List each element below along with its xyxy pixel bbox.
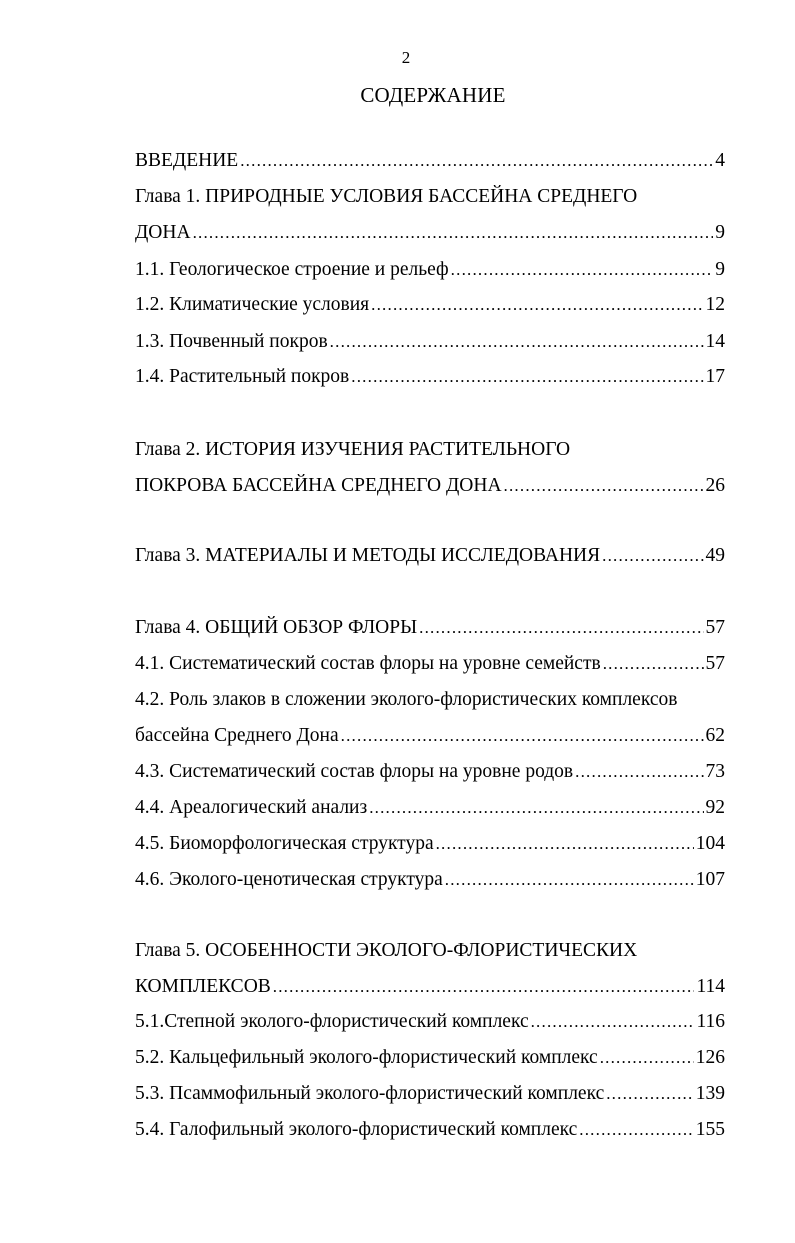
toc-page-number: 139: [695, 1083, 725, 1104]
toc-section: [135, 1047, 725, 1077]
toc-section: [135, 1119, 725, 1149]
toc-section: [135, 833, 725, 863]
toc-chapter-2: [135, 475, 725, 505]
toc-section: [135, 1011, 725, 1041]
toc-leader: [369, 798, 703, 818]
toc-entry-text: ВВЕДЕНИЕ: [135, 150, 239, 171]
toc-section: [135, 725, 725, 755]
toc-section: [135, 366, 725, 396]
toc-chapter-5-title: Глава 5. ОСОБЕННОСТИ ЭКОЛОГО-ФЛОРИСТИЧЕСКИХ: [135, 940, 638, 961]
toc-section: [135, 294, 725, 324]
toc-entry-text: 1.2. Климатические условия: [135, 294, 370, 315]
toc-page-number: 9: [715, 222, 725, 243]
toc-entry-text: 5.4. Галофильный эколого-флористический комплекс: [135, 1119, 578, 1140]
toc-page-number: 12: [705, 294, 725, 315]
toc-chapter-3: [135, 545, 725, 575]
toc-page-number: 4: [715, 150, 725, 171]
toc-entry-text: Глава 3. МАТЕРИАЛЫ И МЕТОДЫ ИССЛЕДОВАНИЯ: [135, 545, 601, 566]
toc-page-number: 92: [705, 797, 725, 818]
toc-leader: [445, 870, 694, 890]
toc-chapter-4: [135, 617, 725, 647]
toc-section-title: 4.2. Роль злаков в сложении эколого-флористических комплексов: [135, 689, 678, 710]
toc-page-number: 17: [705, 366, 725, 387]
toc-section: [135, 869, 725, 899]
toc-leader: [240, 151, 713, 171]
toc-page-number: 104: [695, 833, 725, 854]
toc-page-number: 26: [705, 475, 725, 496]
toc-chapter-1: [135, 222, 725, 252]
toc-entry-text: бассейна Среднего Дона: [135, 725, 339, 746]
toc-section: [135, 259, 725, 289]
toc-page-number: 114: [696, 976, 725, 997]
toc-entry-text: 1.3. Почвенный покров: [135, 331, 328, 352]
toc-leader: [436, 834, 694, 854]
toc-leader: [575, 762, 703, 782]
page-number: 2: [401, 48, 411, 67]
toc-section: [135, 1083, 725, 1113]
toc-leader: [504, 476, 704, 496]
toc-page-number: 62: [705, 725, 725, 746]
toc-leader: [273, 977, 695, 997]
toc-page-number: 126: [695, 1047, 725, 1068]
toc-entry-text: 1.4. Растительный покров: [135, 366, 350, 387]
toc-entry-text: 1.1. Геологическое строение и рельеф: [135, 259, 449, 280]
toc-entry-intro: [135, 150, 725, 180]
toc-page-number: 9: [715, 259, 725, 280]
toc-leader: [606, 1084, 694, 1104]
toc-section: [135, 797, 725, 827]
toc-page-number: 116: [696, 1011, 725, 1032]
page-title: СОДЕРЖАНИЕ: [360, 83, 506, 107]
toc-entry-text: 4.6. Эколого-ценотическая структура: [135, 869, 443, 890]
toc-page-number: 73: [705, 761, 725, 782]
toc-chapter-5: [135, 976, 725, 1006]
toc-page-number: 155: [695, 1119, 725, 1140]
toc-entry-text: 4.3. Систематический состав флоры на уровне родов: [135, 761, 574, 782]
toc-section: [135, 331, 725, 361]
toc-leader: [193, 223, 714, 243]
toc-entry-text: 5.3. Псаммофильный эколого-флористический комплекс: [135, 1083, 605, 1104]
toc-entry-text: 5.2. Кальцефильный эколого-флористический комплекс: [135, 1047, 598, 1068]
toc-page-number: 14: [705, 331, 725, 352]
toc-leader: [371, 295, 703, 315]
toc-page-number: 49: [705, 545, 725, 566]
toc-page-number: 57: [705, 653, 725, 674]
toc-leader: [341, 726, 704, 746]
toc-leader: [351, 367, 703, 387]
toc-section: [135, 653, 725, 683]
toc-entry-text: 4.1. Систематический состав флоры на уровне семейств: [135, 653, 601, 674]
toc-entry-text: КОМПЛЕКСОВ: [135, 976, 271, 997]
toc-leader: [419, 618, 703, 638]
toc-entry-text: ДОНА: [135, 222, 191, 243]
toc-chapter-2-title: Глава 2. ИСТОРИЯ ИЗУЧЕНИЯ РАСТИТЕЛЬНОГО: [135, 439, 571, 460]
toc-entry-text: ПОКРОВА БАССЕЙНА СРЕДНЕГО ДОНА: [135, 475, 502, 496]
toc-entry-text: 5.1.Степной эколого-флористический комплекс: [135, 1011, 529, 1032]
toc-page-number: 107: [695, 869, 725, 890]
toc-entry-text: Глава 4. ОБЩИЙ ОБЗОР ФЛОРЫ: [135, 617, 418, 638]
toc-chapter-1-title: Глава 1. ПРИРОДНЫЕ УСЛОВИЯ БАССЕЙНА СРЕДНЕГО: [135, 186, 638, 207]
toc-leader: [600, 1048, 694, 1068]
toc-entry-text: 4.5. Биоморфологическая структура: [135, 833, 434, 854]
toc-page-number: 57: [705, 617, 725, 638]
toc-leader: [603, 654, 704, 674]
toc-leader: [579, 1120, 693, 1140]
toc-section: [135, 761, 725, 791]
toc-leader: [330, 332, 704, 352]
toc-leader: [531, 1012, 695, 1032]
toc-leader: [602, 546, 703, 566]
toc-entry-text: 4.4. Ареалогический анализ: [135, 797, 368, 818]
toc-leader: [451, 260, 714, 280]
